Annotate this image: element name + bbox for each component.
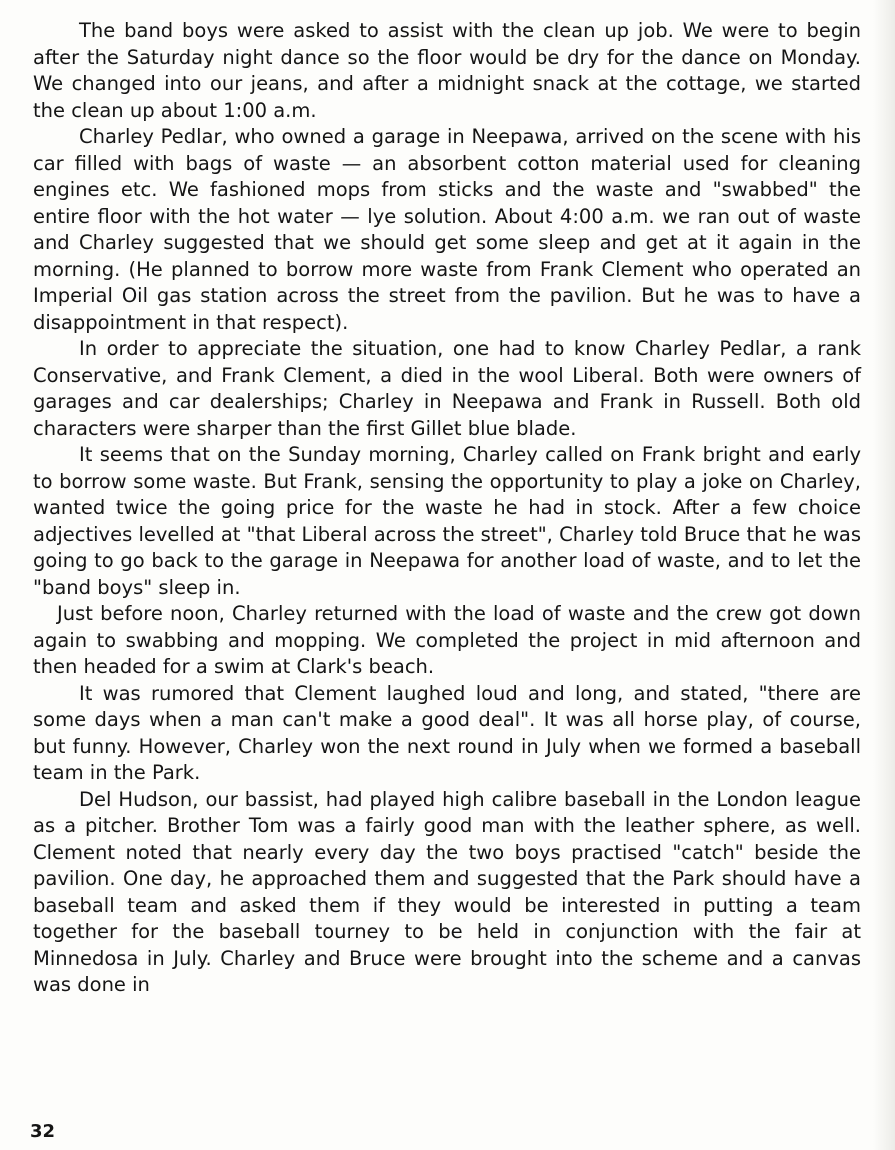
paragraph-charley-pedlar: Charley Pedlar, who owned a garage in Neepawa, arrived on the scene with his car filled with bags of waste — an absorbent cotton material used for cleaning engines etc. We fashioned mops from sticks and the waste and "swabbed" the entire floor with the hot water — lye solution. About 4:00 a.m. we ran out of waste and Charley suggested that we should get some sleep and get at it again in the morning. (He planned to borrow more waste from Frank Clement who operated an Imperial Oil gas station across the street from the pavilion. But he was to have a disappointment in that respect). [33,125,861,334]
paragraph-sunday-morning: It seems that on the Sunday morning, Charley called on Frank bright and early to borrow some waste. But Frank, sensing the opportunity to play a joke on Charley, wanted twice the going price for the waste he had in stock. After a few choice adjectives levelled at "that Liberal across the street", Charley told Bruce that he was going to go back to the garage in Neepawa for another load of waste, and to let the "band boys" sleep in. [33,443,861,599]
page-number: 32 [30,1121,56,1142]
body-text [33,18,861,999]
paragraph-del-hudson: Del Hudson, our bassist, had played high calibre baseball in the London league as a pitcher. Brother Tom was a fairly good man with the leather sphere, as well. Clement noted that nearly every day the two boys practised "catch" beside the pavilion. One day, he approached them and suggested that the Park should have a baseball team and asked them if they would be interested in putting a team together for the baseball tourney to be held in conjunction with the fair at Minnedosa in July. Charley and Bruce were brought into the scheme and a canvas was done in [33,787,861,996]
paragraph-before-noon: Just before noon, Charley returned with the load of waste and the crew got down again to swabbing and mopping. We completed the project in mid afternoon and then headed for a swim at Clark's beach. [33,602,861,678]
scan-edge-shadow [873,0,895,1150]
paragraph-cleanup-job: The band boys were asked to assist with the clean up job. We were to begin after the Saturday night dance so the floor would be dry for the dance on Monday. We changed into our jeans, and after a midnight snack at the cottage, we started the clean up about 1:00 a.m. [33,19,861,122]
paragraph-rumor: It was rumored that Clement laughed loud and long, and stated, "there are some days when a man can't make a good deal". It was all horse play, of course, but funny. However, Charley won the next round in July when we formed a baseball team in the Park. [33,681,861,784]
paragraph-the-situation: In order to appreciate the situation, one had to know Charley Pedlar, a rank Conservative, and Frank Clement, a died in the wool Liberal. Both were owners of garages and car dealerships; Charley in Neepawa and Frank in Russell. Both old characters were sharper than the first Gillet blue blade. [33,337,861,440]
